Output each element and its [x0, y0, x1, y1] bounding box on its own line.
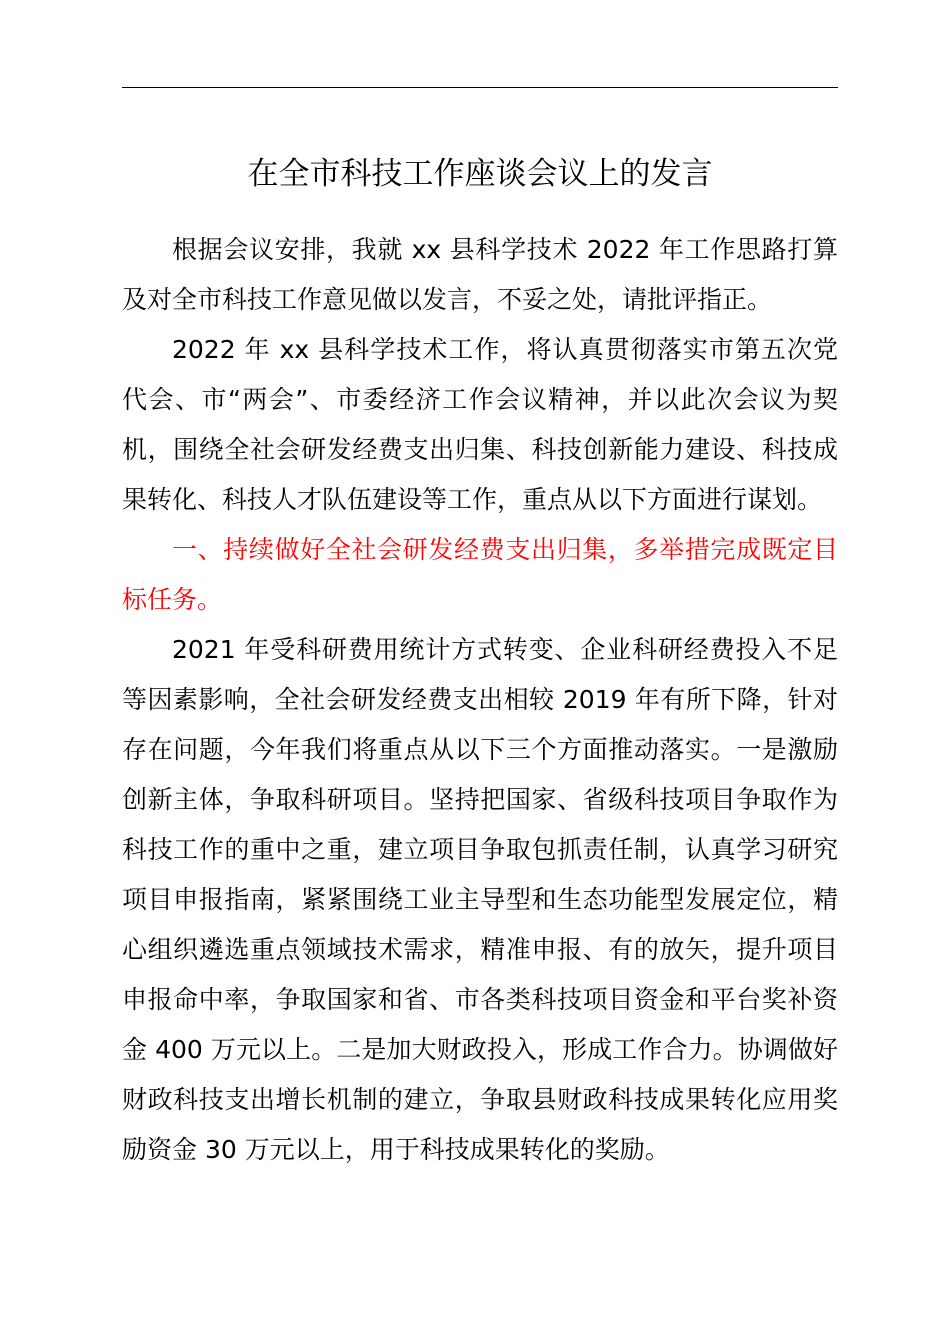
paragraph-intro: 根据会议安排，我就 xx 县科学技术 2022 年工作思路打算及对全市科技工作意见做以发言，不妥之处，请批评指正。	[122, 235, 838, 314]
paragraph-overview: 2022 年 xx 县科学技术工作，将认真贯彻落实市第五次党代会、市“两会”、市委经济工作会议精神，并以此次会议为契机，围绕全社会研发经费支出归集、科技创新能力建设、科技成果转化、科技人才队伍建设等工作，重点从以下方面进行谋划。	[122, 335, 838, 514]
header-rule	[122, 87, 838, 88]
section-heading-1: 一、持续做好全社会研发经费支出归集，多举措完成既定目标任务。	[122, 535, 838, 614]
paragraph-section-1: 2021 年受科研费用统计方式转变、企业科研经费投入不足等因素影响，全社会研发经费支出相较 2019 年有所下降，针对存在问题，今年我们将重点从以下三个方面推动落实。一是激励创新主体，争取科研项目。坚持把国家、省级科技项目争取作为科技工作的重中之重，建立项目争取包抓责任制，认真学习研究项目申报指南，紧紧围绕工业主导型和生态功能型发展定位，精心组织遴选重点领域技术需求，精准申报、有的放矢，提升项目申报命中率，争取国家和省、市各类科技项目资金和平台奖补资金 400 万元以上。二是加大财政投入，形成工作合力。协调做好财政科技支出增长机制的建立，争取县财政科技成果转化应用奖励资金 30 万元以上，用于科技成果转化的奖励。	[122, 635, 838, 1164]
document-body	[122, 225, 838, 1175]
document-title: 在全市科技工作座谈会议上的发言	[247, 156, 713, 192]
